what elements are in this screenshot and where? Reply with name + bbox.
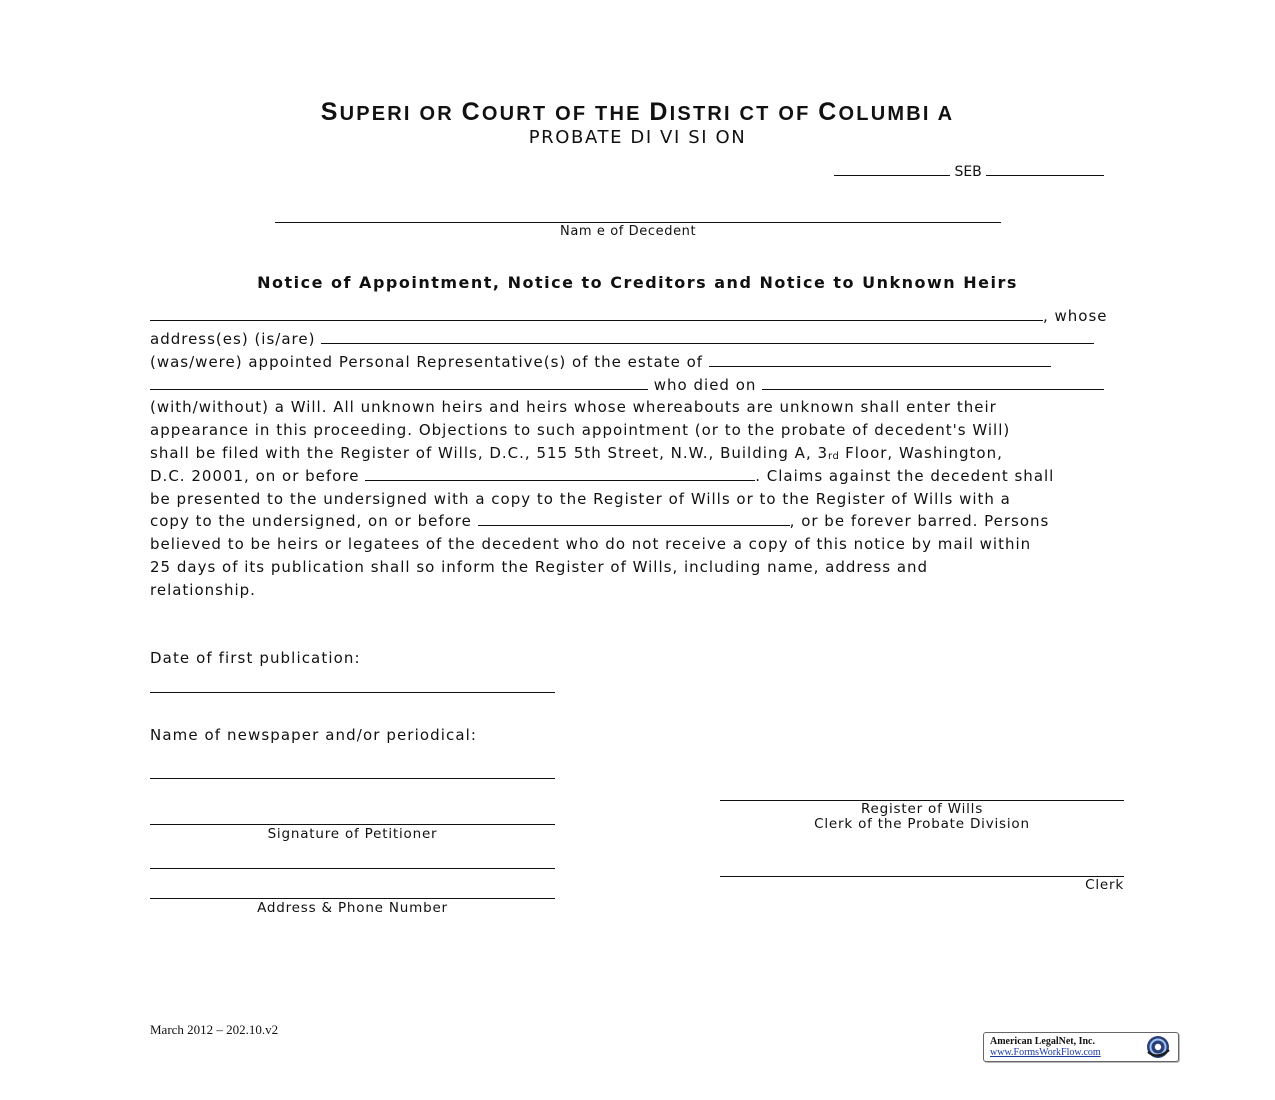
newspaper-label: Name of newspaper and/or periodical: xyxy=(150,726,478,744)
decedent-name-line[interactable] xyxy=(275,222,1001,223)
notice-line-13: relationship. xyxy=(150,581,256,599)
court-title-part: D xyxy=(649,98,670,126)
notice-line-1 xyxy=(150,307,1108,325)
notice-superscript: rd xyxy=(828,451,840,462)
date-of-death-blank[interactable] xyxy=(762,378,1104,390)
notice-line-12: 25 days of its publication shall so inform the Register of Wills, including name, address and xyxy=(150,558,929,576)
notice-line-2 xyxy=(150,330,1094,348)
notice-text: shall be filed with the Register of Wills, D.C., 515 5th Street, N.W., Building A, 3 xyxy=(150,444,829,462)
decedent-name-caption: Nam e of Decedent xyxy=(560,224,697,239)
case-prefix-blank[interactable] xyxy=(834,164,950,176)
court-title-part: OLUMBI A xyxy=(838,103,955,125)
notice-line-11: believed to be heirs or legatees of the decedent who do not receive a copy of this notice by mail within xyxy=(150,535,1032,553)
court-title-part: S xyxy=(320,98,340,126)
notice-text: (was/were) appointed Personal Representative(s) of the estate of xyxy=(150,353,704,371)
register-of-wills-caption: Register of Wills xyxy=(860,801,984,817)
globe-icon xyxy=(1142,1034,1174,1060)
clerk-probate-caption: Clerk of the Probate Division xyxy=(814,816,1030,832)
court-title-part: C xyxy=(461,98,482,126)
notice-heading: Notice of Appointment, Notice to Creditors and Notice to Unknown Heirs xyxy=(257,273,1018,292)
notice-line-3 xyxy=(150,353,1051,371)
address-line-2[interactable] xyxy=(150,898,555,899)
case-number-row xyxy=(834,164,1104,180)
court-title-part: UPERI OR xyxy=(339,103,462,125)
notice-text: address(es) (is/are) xyxy=(150,330,316,348)
clerk-caption: Clerk xyxy=(1085,877,1124,893)
claims-deadline-blank[interactable] xyxy=(478,514,790,526)
notice-text: . Claims against the decedent shall xyxy=(755,467,1055,485)
estate-of-blank[interactable] xyxy=(709,355,1051,367)
petitioner-signature-caption: Signature of Petitioner xyxy=(267,826,438,842)
notice-line-7 xyxy=(150,444,1003,462)
notice-text: , or be forever barred. Persons xyxy=(789,512,1050,530)
objection-deadline-blank[interactable] xyxy=(365,469,755,481)
court-title xyxy=(0,98,1275,127)
date-of-first-publication-label: Date of first publication: xyxy=(150,649,361,667)
court-title-part: C xyxy=(818,98,839,126)
representative-name-blank[interactable] xyxy=(150,309,1043,321)
notice-text: , whose xyxy=(1043,307,1108,325)
legalnet-logo[interactable] xyxy=(983,1032,1179,1062)
address-phone-caption: Address & Phone Number xyxy=(257,900,448,916)
petitioner-signature-line[interactable] xyxy=(150,824,555,825)
form-version: March 2012 – 202.10.v2 xyxy=(150,1022,279,1037)
division-title: PROBATE DI VI SI ON xyxy=(528,127,747,148)
notice-text: copy to the undersigned, on or before xyxy=(150,512,472,530)
court-title-part: OURT OF THE xyxy=(481,103,650,125)
decedent-blank[interactable] xyxy=(150,378,648,390)
date-of-first-publication-line[interactable] xyxy=(150,692,555,693)
logo-company-name: American LegalNet, Inc. xyxy=(990,1036,1095,1047)
notice-text: Floor, Washington, xyxy=(839,444,1003,462)
notice-line-8 xyxy=(150,467,1054,485)
seb-label: SEB xyxy=(954,164,982,180)
notice-line-6: appearance in this proceeding. Objections to such appointment (or to the probate of decedent's Will) xyxy=(150,421,1011,439)
notice-text: D.C. 20001, on or before xyxy=(150,467,360,485)
notice-line-4 xyxy=(150,376,1104,394)
notice-line-10 xyxy=(150,512,1049,530)
representative-address-blank[interactable] xyxy=(321,332,1094,344)
case-number-blank[interactable] xyxy=(986,164,1104,176)
logo-website-link[interactable]: www.FormsWorkFlow.com xyxy=(990,1047,1101,1058)
court-title-part: ISTRI CT OF xyxy=(669,103,819,125)
notice-text: who died on xyxy=(653,376,757,394)
notice-line-9: be presented to the undersigned with a copy to the Register of Wills or to the Register of Wills with a xyxy=(150,490,1011,508)
address-line-1[interactable] xyxy=(150,868,555,869)
notice-line-5: (with/without) a Will. All unknown heirs and heirs whose whereabouts are unknown shall enter their xyxy=(150,398,997,416)
newspaper-line[interactable] xyxy=(150,778,555,779)
